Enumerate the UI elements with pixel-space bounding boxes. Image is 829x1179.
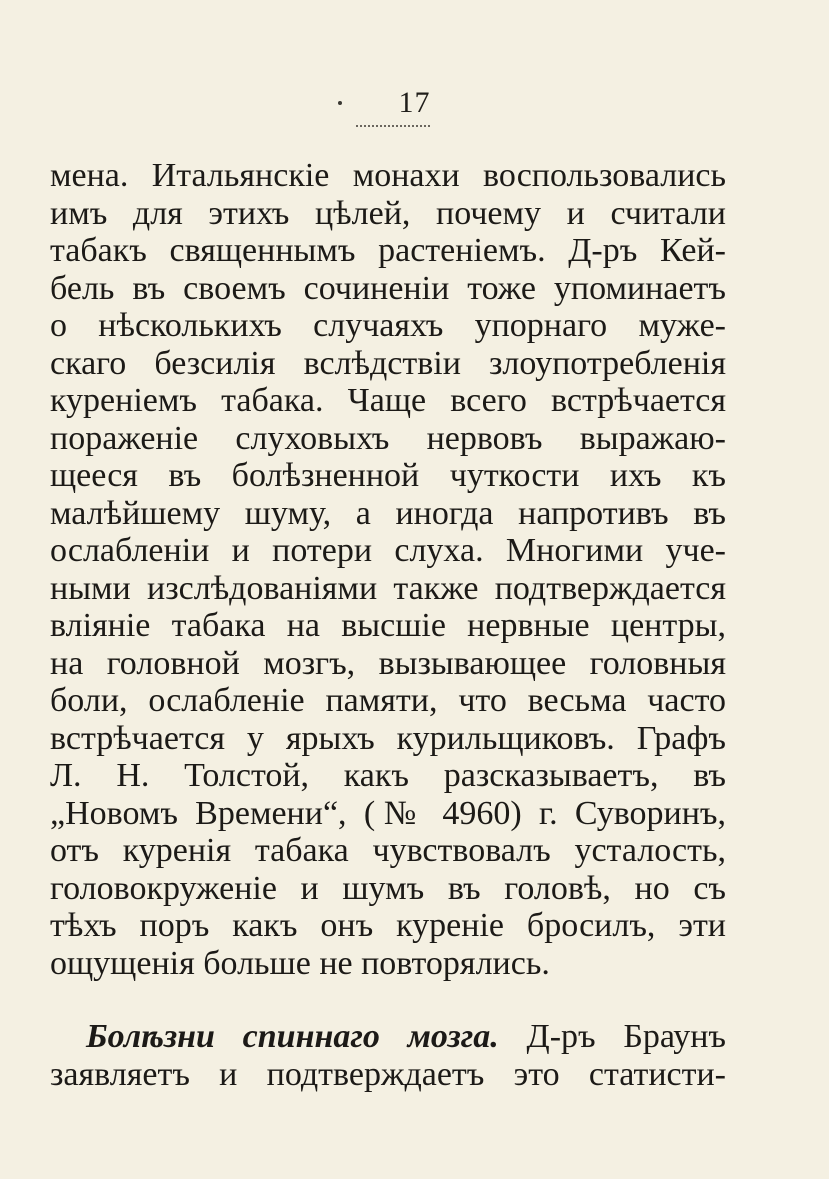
text-line: тѣхъ поръ какъ онъ куреніе бросилъ, эти — [50, 907, 726, 944]
text-line: „Новомъ Времени“, (№ 4960) г. Суворинъ, — [50, 794, 726, 832]
text-line — [50, 1018, 726, 1056]
text-line: головокруженіе и шумъ въ головѣ, но съ — [50, 869, 726, 907]
section-heading: Болѣзни спиннаго мозга. — [86, 1018, 499, 1055]
text-line: боли, ослабленіе памяти, что весьма часто — [50, 682, 726, 719]
text-line: скаго безсилія вслѣдствіи злоупотребленія — [50, 344, 726, 382]
text-line: куреніемъ табака. Чаще всего встрѣчается — [50, 382, 726, 419]
text-line: бель въ своемъ сочиненіи тоже упоминаетъ — [50, 269, 726, 307]
page-number: 17 — [398, 86, 431, 119]
paragraph-1 — [50, 157, 726, 982]
header-dot — [338, 101, 342, 105]
text-line: ослабленіи и потери слуха. Многими уче- — [50, 532, 726, 569]
text-line: малѣйшему шуму, а иногда напротивъ въ — [50, 494, 726, 532]
text-line: ными изслѣдованіями также подтверждается — [50, 569, 726, 607]
text-line: пораженіе слуховыхъ нервовъ выражаю- — [50, 419, 726, 457]
text-line: табакъ священнымъ растеніемъ. Д-ръ Кей- — [50, 232, 726, 269]
header-rule — [356, 125, 430, 127]
text-line: мена. Итальянскіе монахи воспользовались — [50, 157, 726, 194]
text-line: отъ куренія табака чувствовалъ усталость, — [50, 832, 726, 869]
page-header — [0, 86, 829, 120]
text-line: Л. Н. Толстой, какъ разсказываетъ, въ — [50, 757, 726, 794]
text-line: вліяніе табака на высшіе нервные центры, — [50, 607, 726, 644]
text-line: на головной мозгъ, вызывающее головныя — [50, 644, 726, 682]
text-line: ощущенія больше не повторялись. — [50, 944, 550, 982]
text-line: встрѣчается у ярыхъ курильщиковъ. Графъ — [50, 719, 726, 757]
text-line: щееся въ болѣзненной чуткости ихъ къ — [50, 457, 726, 494]
text-line: заявляетъ и подтверждаетъ это статисти- — [50, 1055, 726, 1093]
paragraph-2 — [50, 1018, 726, 1093]
text-line: о нѣсколькихъ случаяхъ упорнаго муже- — [50, 307, 726, 344]
text-line: имъ для этихъ цѣлей, почему и считали — [50, 194, 726, 232]
text-run: Д-ръ Браунъ — [526, 1018, 726, 1055]
